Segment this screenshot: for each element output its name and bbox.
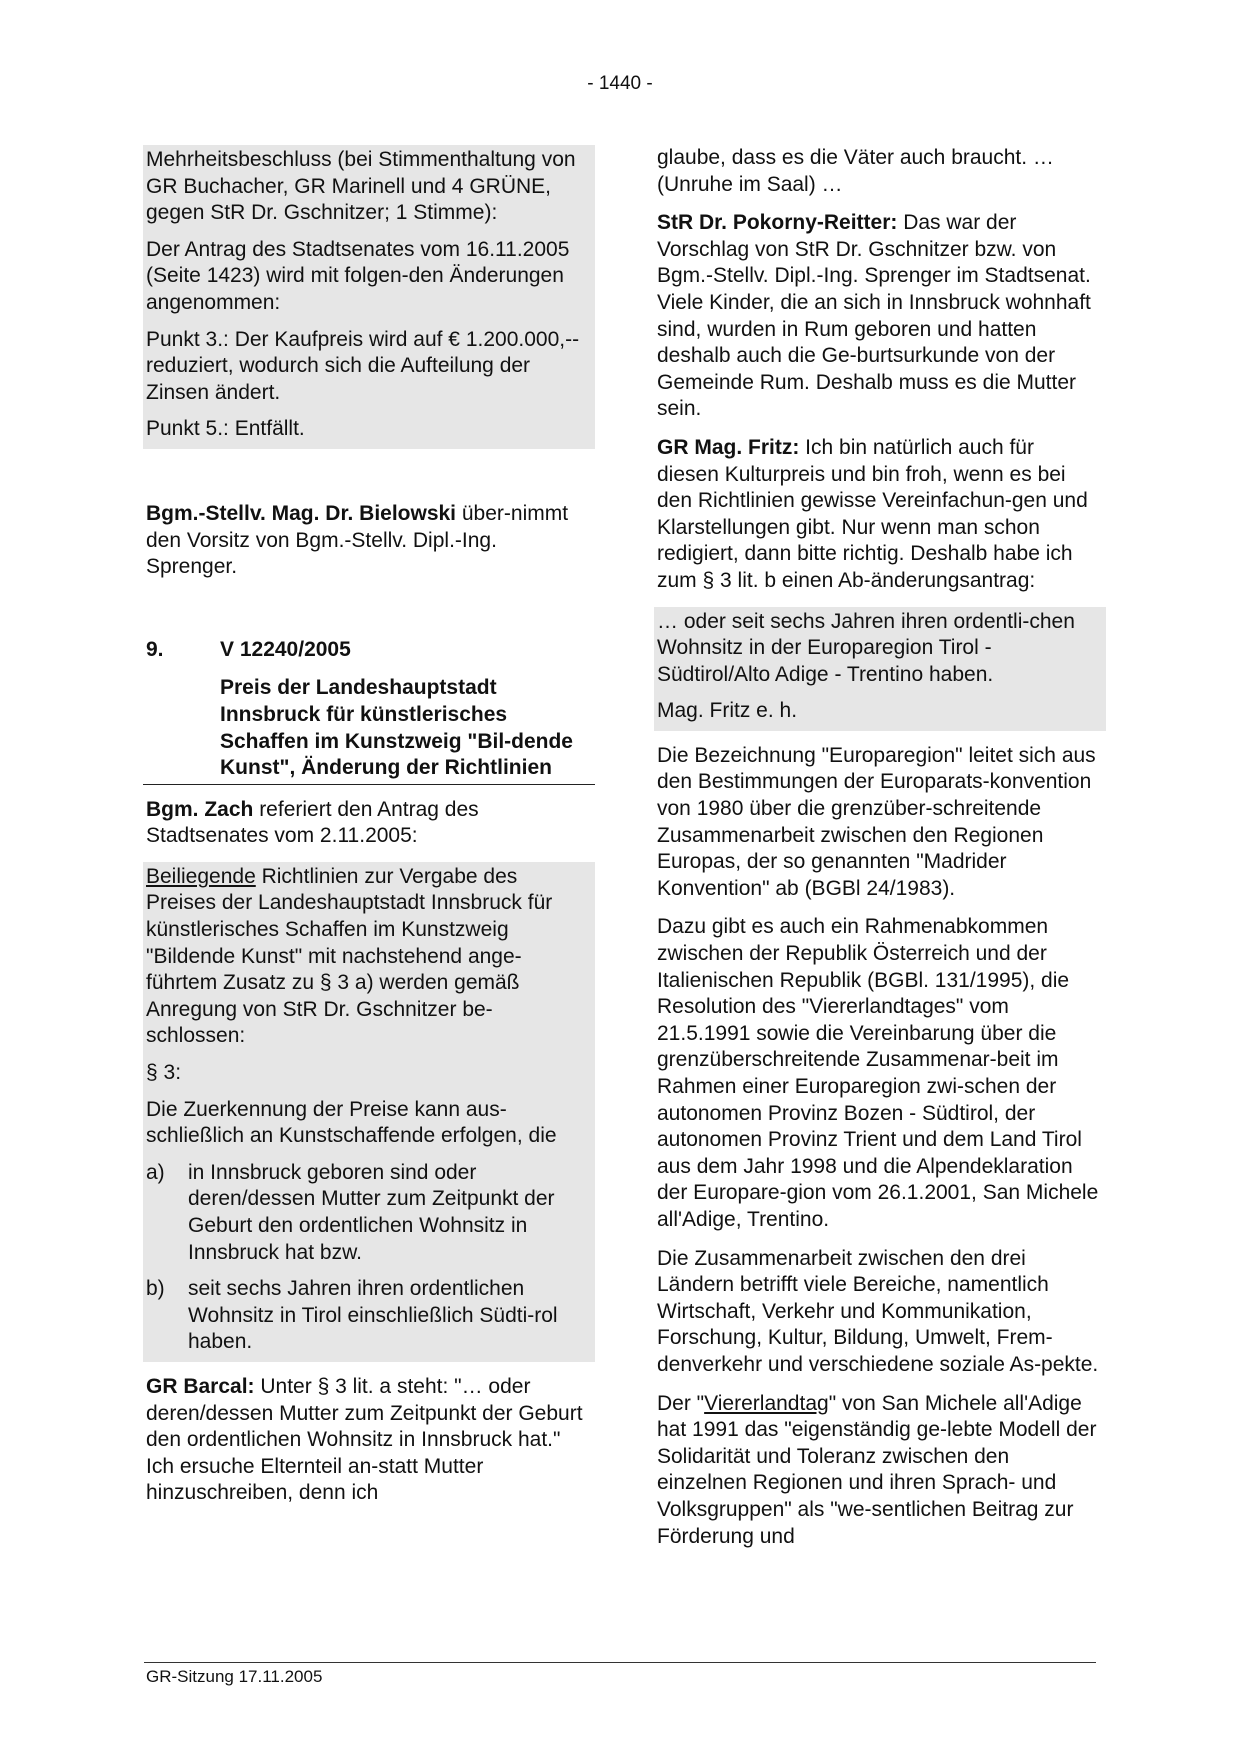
paragraph-text: Richtlinien zur Vergabe des Preises der Landeshauptstadt Innsbruck für künstlerisches Schaffen im Kunstzweig "Bildende Kunst" mit nachstehend ange-führtem Zusatz zu § 3 a) werden gemäß Anregung von StR Dr. Gschnitzer be-schlossen:	[146, 864, 553, 1048]
guidelines-intro	[146, 864, 591, 1050]
continued-paragraph: glaube, dass es die Väter auch braucht. … (Unruhe im Saal) …	[657, 146, 1054, 196]
cooperation-paragraph: Die Zusammenarbeit zwischen den drei Ländern betrifft viele Bereiche, namentlich Wirtschaft, Verkehr und Kommunikation, Forschung, Kultur, Bildung, Umwelt, Frem-denverkehr und verschiedene soziale As-pekte.	[657, 1246, 1099, 1376]
right-column	[657, 145, 1101, 1550]
footer-divider	[144, 1662, 1096, 1663]
report-paragraph	[146, 797, 590, 850]
list-text: in Innsbruck geboren sind oder deren/dessen Mutter zum Zeitpunkt der Geburt den ordentlichen Wohnsitz in Innsbruck hat bzw.	[188, 1160, 555, 1264]
resolution-point-5: Punkt 5.: Entfällt.	[146, 417, 305, 441]
barcal-statement	[146, 1374, 590, 1507]
amendment-signature: Mag. Fritz e. h.	[657, 699, 798, 723]
pokorny-statement	[657, 210, 1101, 423]
resolution-point-3: Punkt 3.: Der Kaufpreis wird auf € 1.200.000,-- reduziert, wodurch sich die Aufteilung der Zinsen ändert.	[146, 327, 580, 404]
speaker-name: Bgm.-Stellv. Mag. Dr. Bielowski	[146, 501, 457, 525]
paragraph-text: über-nimmt den Vorsitz von Bgm.-Stellv. Dipl.-Ing. Sprenger.	[146, 501, 569, 579]
list-marker: a)	[146, 1160, 165, 1184]
amendment-text: … oder seit sechs Jahren ihren ordentli-chen Wohnsitz in der Europaregion Tirol - Südtirol/Alto Adige - Trentino haben.	[657, 609, 1075, 686]
agenda-code: V 12240/2005	[220, 637, 351, 661]
list-text: seit sechs Jahren ihren ordentlichen Wohnsitz in Tirol einschließlich Südti-rol haben.	[188, 1277, 558, 1354]
paragraph-text: Das war der Vorschlag von StR Dr. Gschnitzer bzw. von Bgm.-Stellv. Dipl.-Ing. Sprenger im Stadtsenat. Viele Kinder, die an sich in Innsbruck wohnhaft sind, wurden in Rum geboren und hatten deshalb auch die Ge-burtsurkunde von der Gemeinde Rum. Deshalb muss es die Mutter sein.	[657, 211, 1091, 421]
resolution-majority: Mehrheitsbeschluss (bei Stimmenthaltung von GR Buchacher, GR Marinell und 4 GRÜNE, gegen StR Dr. Gschnitzer; 1 Stimme):	[146, 148, 576, 225]
section-label: § 3:	[146, 1061, 182, 1085]
underlined-word: Viererlandtag	[704, 1391, 829, 1415]
list-item	[146, 1160, 591, 1266]
paragraph-text: Unter § 3 lit. a steht: "… oder deren/dessen Mutter zum Zeitpunkt der Geburt den ordentlichen Wohnsitz in Innsbruck hat." Ich ersuche Elternteil an-statt Mutter hinzuschreiben, denn ich	[146, 1374, 583, 1505]
underlined-word: Beiliegende	[146, 864, 256, 888]
agenda-number: 9.	[146, 637, 164, 661]
agenda-title: Preis der Landeshauptstadt Innsbruck für künstlerisches Schaffen im Kunstzweig "Bil-dende Kunst", Änderung der Richtlinien	[220, 676, 573, 780]
speaker-name: GR Barcal:	[146, 1374, 255, 1398]
amendment-box	[654, 607, 1106, 731]
guidelines-box	[143, 862, 595, 1362]
list-item	[146, 1276, 591, 1356]
paragraph-text: referiert den Antrag des Stadtsenates vom 2.11.2005:	[146, 797, 479, 848]
viererlandtag-paragraph	[657, 1391, 1101, 1551]
footer-session-date: GR-Sitzung 17.11.2005	[146, 1667, 323, 1686]
resolution-motion: Der Antrag des Stadtsenates vom 16.11.2005 (Seite 1423) wird mit folgen-den Änderungen angenommen:	[146, 237, 570, 314]
agenda-item-heading	[143, 637, 595, 785]
chair-change-paragraph	[146, 501, 590, 581]
framework-paragraph: Dazu gibt es auch ein Rahmenabkommen zwischen der Republik Österreich und der Italienischen Republik (BGBl. 131/1995), die Resolution des "Viererlandtages" vom 21.5.1991 sowie die Vereinbarung über die grenzüberschreitende Zusammenar-beit im Rahmen einer Europaregion zwi-schen der autonomen Provinz Bozen - Südtirol, der autonomen Provinz Trient und dem Land Tirol aus dem Jahr 1998 und die Alpendeklaration der Europare-gion vom 26.1.2001, San Michele all'Adige, Trentino.	[657, 915, 1099, 1231]
speaker-name: Bgm. Zach	[146, 797, 254, 821]
paragraph-text: Ich bin natürlich auch für diesen Kulturpreis und bin froh, wenn es bei den Richtlinien gewisse Vereinfachun-gen und Klarstellungen gibt. Nur wenn man schon redigiert, dann bitte richtig. Deshalb habe ich zum § 3 lit. b einen Ab-änderungsantrag:	[657, 435, 1088, 592]
speaker-name: StR Dr. Pokorny-Reitter:	[657, 211, 898, 235]
list-marker: b)	[146, 1277, 165, 1301]
speaker-name: GR Mag. Fritz:	[657, 435, 800, 459]
page-number: - 1440 -	[587, 73, 653, 94]
paragraph-text: Der "	[657, 1391, 705, 1415]
resolution-box	[143, 145, 595, 449]
europaregion-paragraph: Die Bezeichnung "Europaregion" leitet sich aus den Bestimmungen der Europarats-konvention von 1980 über die grenzüber-schreitende Zusammenarbeit zwischen den Regionen Europas, der so genannten "Madrider Konvention" ab (BGBl 24/1983).	[657, 743, 1096, 900]
fritz-statement	[657, 435, 1101, 595]
left-column	[146, 145, 590, 1507]
guidelines-condition: Die Zuerkennung der Preise kann aus-schließlich an Kunstschaffende erfolgen, die	[146, 1097, 557, 1148]
paragraph-text: " von San Michele all'Adige hat 1991 das "eigenständig ge-lebte Modell der Solidarität und Toleranz zwischen den einzelnen Regionen und ihren Sprach- und Volksgruppen" als "we-sentlichen Beitrag zur Förderung und	[657, 1391, 1097, 1548]
